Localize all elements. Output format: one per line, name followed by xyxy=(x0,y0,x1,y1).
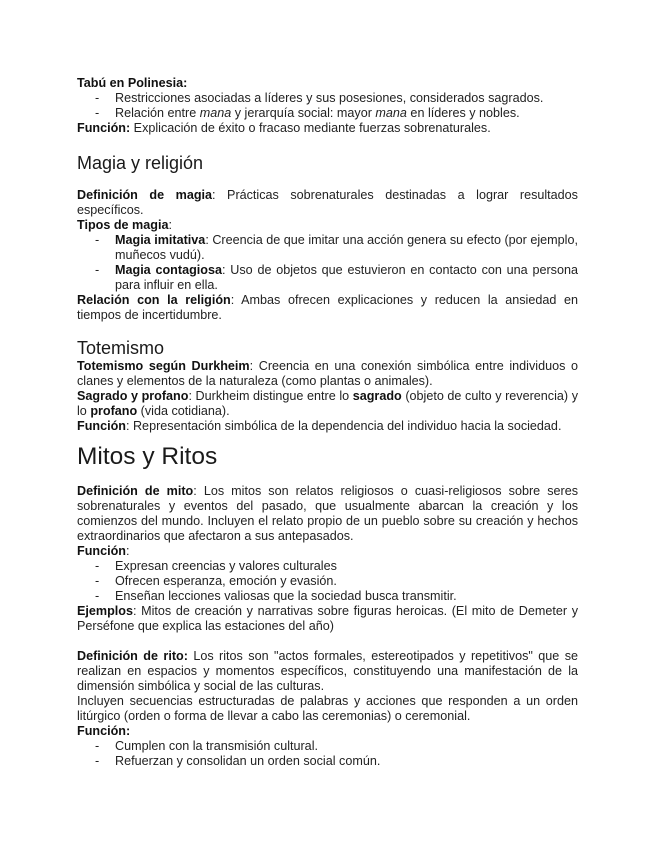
heading-totemismo: Totemismo xyxy=(77,338,165,358)
polinesia-title: Tabú en Polinesia: xyxy=(77,76,188,90)
polinesia-funcion: Función: Explicación de éxito o fracaso mediante fuerzas sobrenaturales. xyxy=(77,121,491,135)
heading-magia: Magia y religión xyxy=(77,153,204,173)
list-item: - Expresan creencias y valores culturales xyxy=(115,559,578,574)
mito-funcion-label: Función: xyxy=(77,544,130,558)
list-item: - Magia contagiosa: Uso de objetos que estuvieron en contacto con una persona para influir en ella. xyxy=(115,263,578,293)
polinesia-list xyxy=(77,91,578,121)
rito-secuencias: Incluyen secuencias estructuradas de palabras y acciones que responden a un orden litúrgico (orden o forma de llevar a cabo las ceremonias) o ceremonial. xyxy=(77,694,578,723)
totemismo-funcion: Función: Representación simbólica de la dependencia del individuo hacia la sociedad. xyxy=(77,419,562,433)
magia-relacion: Relación con la religión: Ambas ofrecen explicaciones y reducen la ansiedad en tiempos de incertidumbre. xyxy=(77,293,578,322)
mito-ejemplos: Ejemplos: Mitos de creación y narrativas sobre figuras heroicas. (El mito de Demeter y Perséfone que explica las estaciones del año) xyxy=(77,604,578,633)
rito-funcion-label: Función: xyxy=(77,724,131,738)
totemismo-durkheim: Totemismo según Durkheim: Creencia en una conexión simbólica entre individuos o clanes y elementos de la naturaleza (como plantas o animales). xyxy=(77,359,578,388)
list-item: - Refuerzan y consolidan un orden social común. xyxy=(115,754,578,769)
rito-definicion: Definición de rito: Los ritos son "actos formales, estereotipados y repetitivos" que se realizan en espacios y momentos específicos, constituyendo una manifestación de la dimensión simbólica y social de las culturas. xyxy=(77,649,578,693)
rito-funcion-list xyxy=(77,739,578,769)
magia-tipos-list xyxy=(77,233,578,293)
list-item: - Enseñan lecciones valiosas que la sociedad busca transmitir. xyxy=(115,589,578,604)
magia-definicion: Definición de magia: Prácticas sobrenaturales destinadas a lograr resultados específicos. xyxy=(77,188,578,217)
list-item: - Restricciones asociadas a líderes y sus posesiones, considerados sagrados. xyxy=(115,91,578,106)
list-item: - Ofrecen esperanza, emoción y evasión. xyxy=(115,574,578,589)
mito-definicion: Definición de mito: Los mitos son relatos religiosos o cuasi-religiosos sobre seres sobrenaturales y eventos del pasado, que usualmente abarcan la creación y los comienzos del mundo. Incluyen el relato propio de un pueblo sobre su creación y hechos extraordinarios que afectaron a sus antepasados. xyxy=(77,484,579,543)
list-item: - Magia imitativa: Creencia de que imitar una acción genera su efecto (por ejemplo, muñecos vudú). xyxy=(115,233,578,263)
list-item: - Relación entre mana y jerarquía social: mayor mana en líderes y nobles. xyxy=(115,106,578,121)
list-item: - Cumplen con la transmisión cultural. xyxy=(115,739,578,754)
totemismo-sagrado: Sagrado y profano: Durkheim distingue entre lo sagrado (objeto de culto y reverencia) y lo profano (vida cotidiana). xyxy=(77,389,578,418)
magia-tipos: Tipos de magia: xyxy=(77,218,172,232)
heading-mitos-ritos: Mitos y Ritos xyxy=(77,443,218,470)
mito-funcion-list xyxy=(77,559,578,604)
